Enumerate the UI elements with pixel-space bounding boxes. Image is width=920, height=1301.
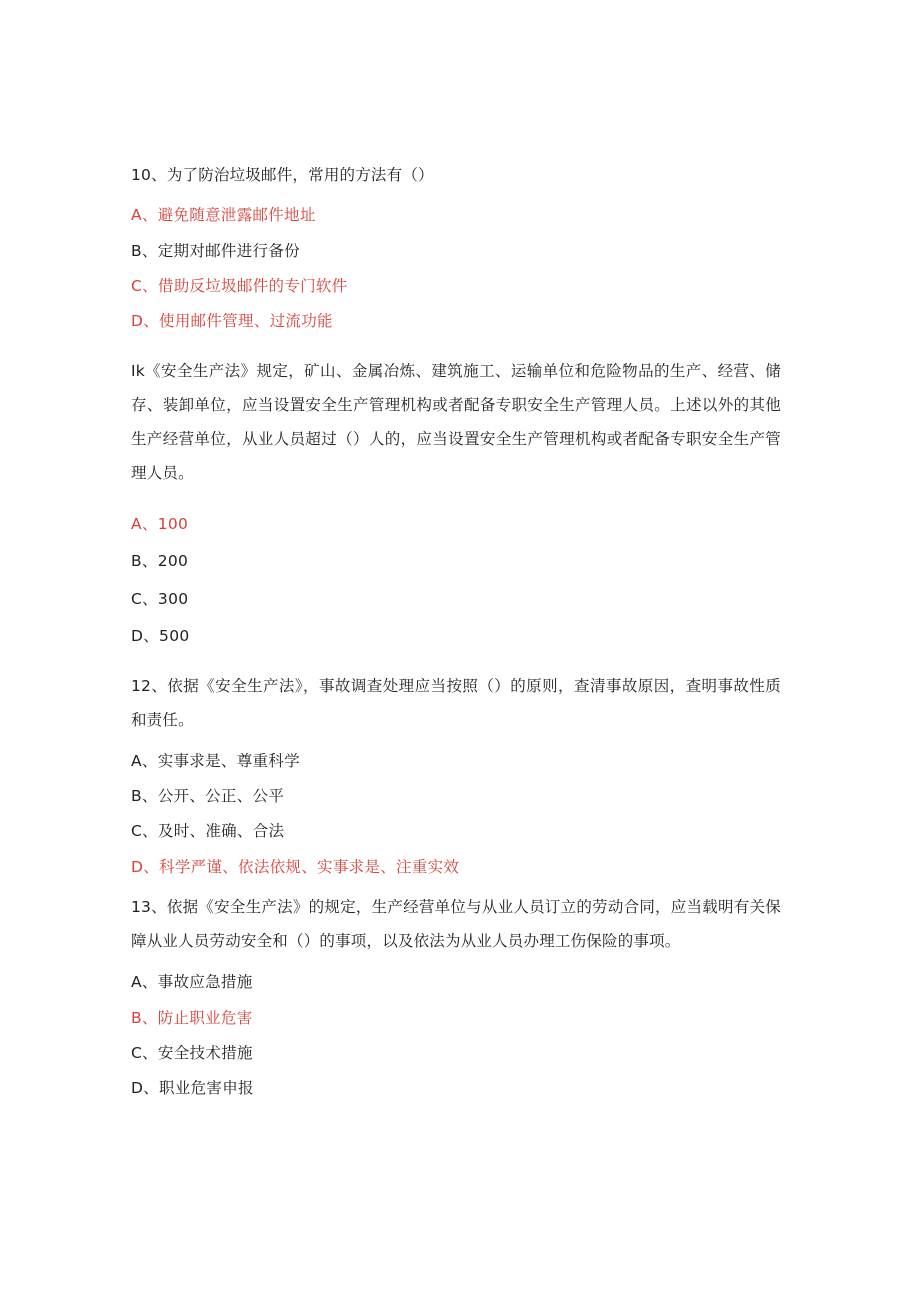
question-10-option-b: B、定期对邮件进行备份 [131,242,300,260]
question-11-option-b: B、200 [131,552,189,570]
question-10-text: 10、为了防治垃圾邮件，常用的方法有（） [131,166,434,184]
question-13-text: 13、依据《安全生产法》的规定，生产经营单位与从业人员订立的劳动合同，应当载明有关保障从业人员劳动安全和（）的事项，以及依法为从业人员办理工伤保险的事项。 [131,898,781,950]
question-12-option-a: A、实事求是、尊重科学 [131,752,300,770]
question-12-text: 12、依据《安全生产法》，事故调查处理应当按照（）的原则，查清事故原因，查明事故性质和责任。 [131,677,781,729]
question-13-option-b: B、防止职业危害 [131,1009,253,1027]
question-10-option-c: C、借助反垃圾邮件的专门软件 [131,277,348,295]
question-11-option-d: D、500 [131,627,190,645]
question-12-option-c: C、及时、准确、合法 [131,822,285,840]
question-12-option-d: D、科学严谨、依法依规、实事求是、注重实效 [131,858,460,876]
question-10-option-a: A、避免随意泄露邮件地址 [131,206,316,224]
question-11-option-c: C、300 [131,590,189,608]
question-11-text: Ik《安全生产法》规定，矿山、金属冶炼、建筑施工、运输单位和危险物品的生产、经营、储存、装卸单位，应当设置安全生产管理机构或者配备专职安全生产管理人员。上述以外的其他生产经营单位，从业人员超过（）人的，应当设置安全生产管理机构或者配备专职安全生产管理人员。 [131,362,781,482]
question-13-option-c: C、安全技术措施 [131,1044,253,1062]
question-11-option-a: A、100 [131,515,189,533]
question-13-option-d: D、职业危害申报 [131,1079,254,1097]
question-12-option-b: B、公开、公正、公平 [131,787,285,805]
question-10-option-d: D、使用邮件管理、过流功能 [131,312,333,330]
question-13-option-a: A、事故应急措施 [131,973,253,991]
